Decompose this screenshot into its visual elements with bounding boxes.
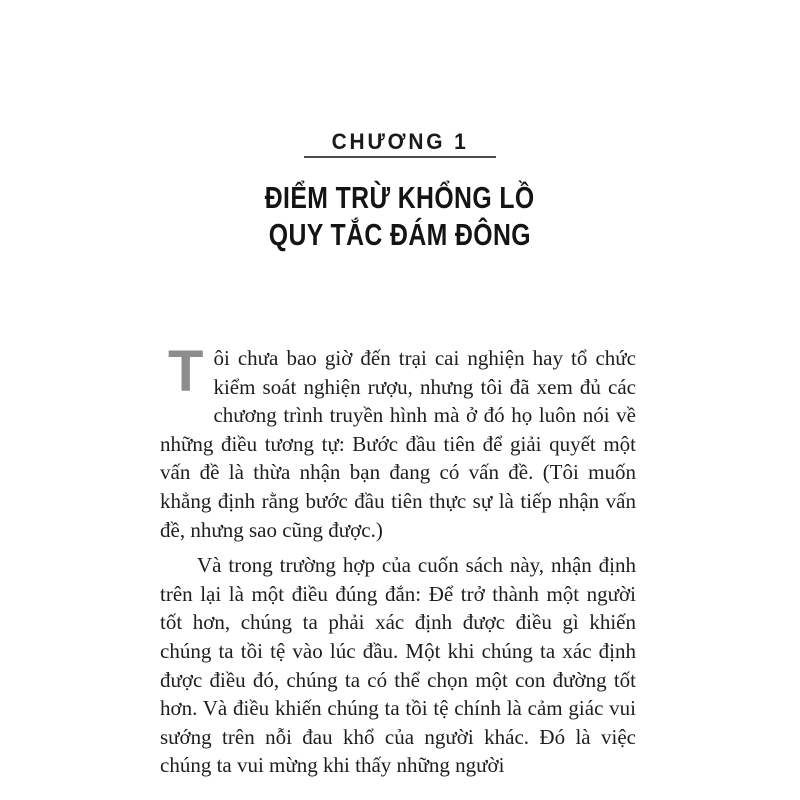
chapter-rule-divider (304, 156, 496, 158)
paragraph-1 (160, 339, 636, 544)
chapter-label: CHƯƠNG 1 (331, 129, 469, 154)
body-text-block (160, 339, 636, 780)
paragraph-1-text: ôi chưa bao giờ đến trại cai nghiện hay tổ chức kiểm soát nghiện rượu, nhưng tôi đã xem đủ các chương trình truyền hình mà ở đó họ luôn nói về những điều tương tự: Bước đầu tiên để giải quyết một vấn đề là thừa nhận bạn đang có vấn đề. (Tôi muốn khẳng định rằng bước đầu tiên thực sự là tiếp nhận vấn đề, nhưng sao cũng được.) (160, 346, 636, 542)
drop-cap: T (168, 339, 204, 404)
chapter-title (0, 179, 800, 253)
chapter-title-line-1-text: ĐIỂM TRỪ KHỔNG LỒ (265, 180, 535, 215)
chapter-header (0, 129, 800, 155)
paragraph-2: Và trong trường hợp của cuốn sách này, nhận định trên lại là một điều đúng đắn: Để trở thành một người tốt hơn, chúng ta phải xác định được điều gì khiến chúng ta tồi tệ vào lúc đầu. Một khi chúng ta xác định được điều đó, chúng ta có thể chọn một con đường tốt hơn. Và điều khiến chúng ta tồi tệ chính là cảm giác vui sướng trên nỗi đau khổ của người khác. Đó là việc chúng ta vui mừng khi thấy những người (160, 553, 636, 778)
chapter-title-line-1 (0, 179, 800, 216)
chapter-title-line-2 (0, 216, 800, 253)
chapter-title-line-2-text: QUY TẮC ĐÁM ĐÔNG (268, 217, 532, 252)
